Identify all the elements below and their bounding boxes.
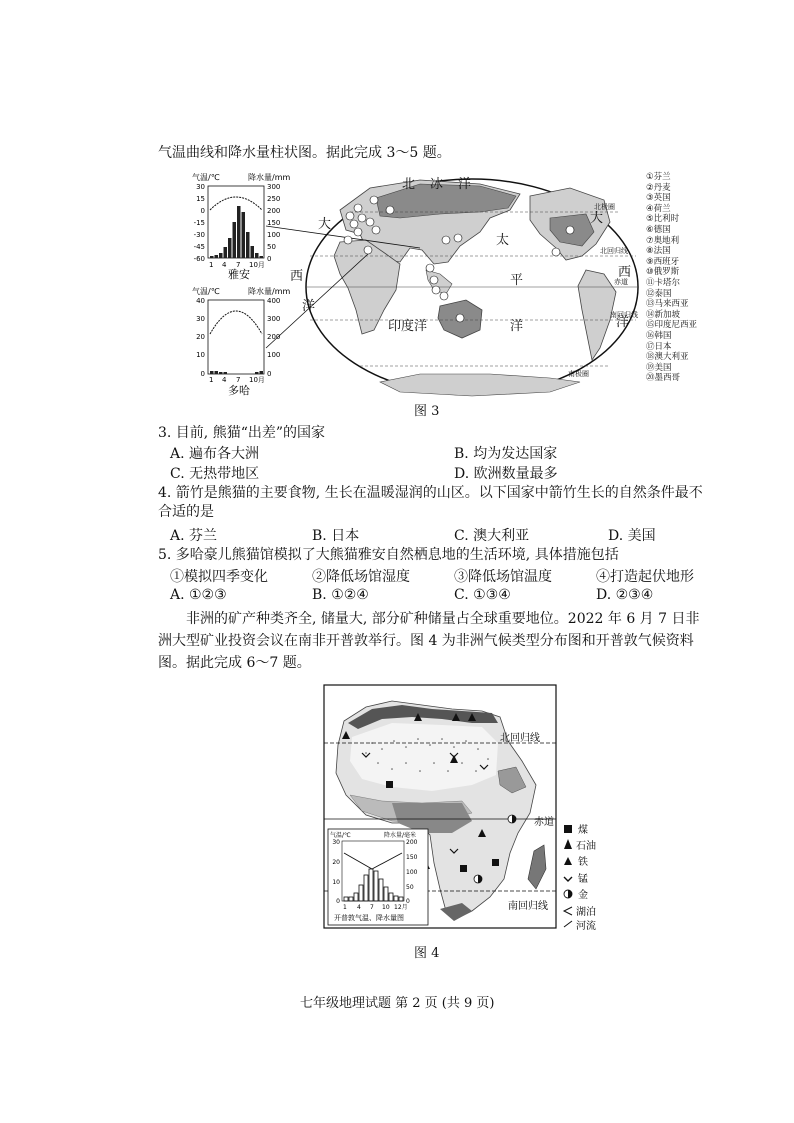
legend-item: ⑫泰国 [646, 288, 672, 299]
lbl-tropic-s: 南回归线 [610, 311, 638, 319]
lbl-equator: 赤道 [614, 278, 628, 286]
desert-dot [365, 752, 367, 754]
desert-dot [381, 748, 383, 750]
legend-item: ⑯韩国 [646, 330, 672, 341]
marker-8 [354, 228, 362, 236]
figure4-caption: 图 4 [414, 946, 440, 961]
doha-tt-1: 30 [196, 315, 205, 323]
desert-dot [475, 770, 477, 772]
yaan-bar [242, 212, 246, 258]
inset-pt-0: 200 [406, 839, 418, 846]
inset-temp-label: 气温/℃ [330, 832, 351, 839]
q4-option-d: D. 美国 [608, 528, 656, 544]
yaan-bar [260, 256, 264, 258]
marker-6 [366, 218, 374, 226]
coal-icon [386, 781, 393, 788]
legend-item: ⑭新加坡 [646, 309, 681, 320]
doha-m-1: 4 [222, 376, 227, 384]
atl-w-1: 大 [318, 217, 332, 232]
marker-18 [456, 314, 464, 322]
q4-stem-line1: 4. 箭竹是熊猫的主要食物, 生长在温暖湿润的山区。以下国家中箭竹生长的自然条件最不 [158, 485, 703, 501]
yaan-precip-label: 降水量/mm [248, 173, 291, 182]
legend-item: ⑱澳大利亚 [646, 352, 689, 363]
yaan-pt-1: 250 [267, 195, 281, 203]
q5-measure-1: ①模拟四季变化 [170, 569, 268, 585]
doha-temp-curve [210, 311, 262, 334]
atl-e-3: 洋 [616, 315, 630, 330]
legend-coal: 煤 [578, 825, 588, 836]
yaan-bar [210, 256, 214, 258]
inset-m-4: 12月 [394, 904, 408, 911]
pac-3: 洋 [510, 319, 524, 334]
marker-1 [370, 196, 378, 204]
yaan-pt-4: 100 [267, 231, 281, 239]
inset-tt-1: 20 [332, 859, 340, 866]
doha-temp-label: 气温/℃ [192, 287, 220, 296]
doha-city: 多哈 [228, 384, 250, 397]
legend-lake: 湖泊 [576, 907, 596, 918]
inset-pt-4: 0 [406, 898, 410, 905]
marker-9 [344, 236, 352, 244]
legend-item: ⑬马来西亚 [646, 299, 689, 310]
legend-gold: 金 [578, 890, 588, 901]
marker-3 [346, 212, 354, 220]
q5-option-d: D. ②③④ [596, 587, 654, 603]
arctic-2: 冰 [430, 177, 444, 192]
doha-bar [219, 372, 223, 374]
marker-2 [354, 204, 362, 212]
cape-town-climate-chart [328, 829, 428, 925]
q5-measure-3: ③降低场馆温度 [454, 569, 552, 585]
coal-icon [460, 865, 467, 872]
yaan-tt-2: 0 [200, 207, 205, 215]
lbl-antarctic-circle: 南极圈 [568, 370, 589, 378]
legend-item: ⑰日本 [646, 341, 672, 352]
intro-text: 气温曲线和降水量柱状图。据此完成 3～5 题。 [158, 145, 451, 161]
yaan-m-0: 1 [209, 261, 214, 269]
indian-ocean: 印度洋 [388, 319, 428, 334]
yaan-bar [224, 247, 228, 258]
yaan-bar [255, 253, 259, 258]
yaan-tt-5: -45 [193, 243, 205, 251]
legend-item: ⑨西班牙 [646, 256, 680, 267]
marker-19 [566, 226, 574, 234]
legend-item: ⑦奥地利 [646, 235, 680, 246]
q4-option-a: A. 芬兰 [170, 528, 218, 544]
desert-dot [465, 740, 467, 742]
marker-13 [430, 276, 438, 284]
legend-iron: 铁 [578, 857, 588, 868]
legend-item: ⑳墨西哥 [646, 373, 681, 384]
inset-pt-2: 100 [406, 869, 418, 876]
doha-m-0: 1 [209, 376, 214, 384]
yaan-pt-2: 200 [267, 207, 281, 215]
inset-m-1: 4 [357, 904, 361, 911]
yaan-pt-0: 300 [267, 183, 281, 191]
tropic-s-label: 南回归线 [508, 901, 548, 912]
q4-option-b: B. 日本 [312, 528, 360, 544]
river-icon [564, 921, 572, 927]
inset-m-2: 7 [370, 904, 374, 911]
inset-pt-3: 50 [406, 884, 414, 891]
doha-bar [215, 371, 219, 374]
yaan-tt-1: 15 [196, 195, 205, 203]
inset-tt-3: 0 [336, 898, 340, 905]
yaan-m-1: 4 [222, 261, 227, 269]
marker-7 [372, 226, 380, 234]
inset-tt-2: 10 [332, 879, 340, 886]
legend-item: ③英国 [646, 193, 671, 204]
desert-dot [391, 768, 393, 770]
equator-label: 赤道 [534, 817, 554, 828]
coal-icon [564, 825, 572, 833]
arctic-1: 北 [402, 177, 416, 192]
yaan-bar [228, 238, 232, 258]
world-map [266, 177, 638, 396]
desert-dot [405, 762, 407, 764]
doha-bar [224, 372, 228, 374]
atl-e-1: 大 [590, 211, 604, 226]
doha-tt-0: 40 [196, 297, 205, 305]
q5-option-c: C. ①③④ [454, 587, 511, 603]
desert-dot [405, 746, 407, 748]
figure4-legend [564, 823, 596, 932]
tropic-n-label: 北回归线 [500, 733, 540, 744]
yaan-bar [215, 255, 219, 258]
yaan-pt-6: 0 [267, 255, 272, 263]
legend-item: ①芬兰 [646, 172, 671, 182]
q5-measure-2: ②降低场馆湿度 [312, 569, 410, 585]
doha-tt-4: 0 [200, 370, 205, 378]
legend-manganese: 锰 [578, 874, 588, 885]
inset-pt-1: 150 [406, 854, 418, 861]
q3-stem: 3. 目前, 熊猫“出差”的国家 [158, 425, 326, 441]
legend-item: ⑩俄罗斯 [646, 267, 680, 278]
page-footer: 七年级地理试题 第 2 页 (共 9 页) [300, 996, 495, 1011]
doha-bar [260, 371, 264, 374]
climate-chart-doha [192, 286, 290, 397]
coal-icon [492, 859, 499, 866]
legend-oil: 石油 [576, 841, 596, 852]
pac-2: 平 [510, 273, 524, 288]
marker-11 [364, 246, 372, 254]
inset-m-0: 1 [343, 904, 347, 911]
doha-tt-2: 20 [196, 333, 205, 341]
desert-dot [393, 740, 395, 742]
legend-item: ⑪卡塔尔 [646, 277, 681, 288]
inset-m-3: 10 [382, 904, 390, 911]
marker-5 [350, 220, 358, 228]
q5-measure-4: ④打造起伏地形 [596, 569, 694, 585]
atl-w-2: 西 [290, 269, 304, 284]
yaan-bar [237, 206, 241, 258]
marker-12 [426, 264, 434, 272]
q3-option-d: D. 欧洲数量最多 [454, 466, 558, 482]
doha-pt-2: 200 [267, 333, 281, 341]
desert-region [350, 723, 498, 791]
yaan-temp-curve [210, 197, 262, 210]
q3-option-a: A. 遍布各大洲 [170, 446, 260, 462]
yaan-city: 雅安 [228, 268, 250, 281]
yaan-bar [219, 253, 223, 258]
yaan-tt-3: -15 [193, 219, 205, 227]
doha-bar [210, 371, 214, 374]
doha-pt-0: 400 [267, 297, 281, 305]
desert-dot [487, 758, 489, 760]
yaan-bar [246, 232, 250, 258]
legend-item: ⑮印度尼西亚 [646, 320, 698, 331]
marker-17 [454, 234, 462, 242]
yaan-tt-0: 30 [196, 183, 205, 191]
oil-icon [564, 839, 572, 849]
yaan-pt-3: 150 [267, 219, 281, 227]
yaan-m-2: 7 [236, 261, 241, 269]
africa-intro-line1: 非洲的矿产种类齐全, 储量大, 部分矿种储量占全球重要地位。2022 年 6 月 7 日非 [186, 611, 700, 627]
doha-bar [255, 372, 259, 374]
yaan-tt-6: -60 [193, 255, 205, 263]
q4-option-c: C. 澳大利亚 [454, 528, 530, 544]
figure-3 [190, 170, 660, 400]
manganese-icon [564, 877, 572, 881]
africa-intro-line2: 洲大型矿业投资会议在南非开普敦举行。图 4 为非洲气候类型分布图和开普敦气候资料 [158, 633, 694, 649]
doha-precip-label: 降水量/mm [248, 287, 291, 296]
yaan-bar [233, 222, 237, 258]
q3-option-c: C. 无热带地区 [170, 466, 260, 482]
inset-caption: 开普敦气温、降水量图 [334, 914, 404, 922]
marker-10 [386, 206, 394, 214]
desert-dot [377, 762, 379, 764]
marker-4 [358, 214, 366, 222]
q5-option-a: A. ①②③ [170, 587, 227, 603]
iron-icon [564, 857, 572, 865]
legend-river: 河流 [576, 921, 596, 932]
desert-dot [477, 748, 479, 750]
desert-dot [429, 744, 431, 746]
desert-dot [447, 770, 449, 772]
marker-15 [440, 292, 448, 300]
marker-14 [432, 286, 440, 294]
q5-option-b: B. ①②④ [312, 587, 369, 603]
climate-chart-yaan [192, 172, 290, 281]
lake-icon [564, 907, 572, 915]
marker-16 [442, 236, 450, 244]
desert-dot [461, 762, 463, 764]
legend-item: ⑲美国 [646, 362, 672, 373]
inset-precip-label: 降水量/毫米 [384, 832, 417, 839]
lbl-arctic-circle: 北极圈 [594, 203, 615, 211]
desert-dot [441, 738, 443, 740]
desert-dot [419, 770, 421, 772]
doha-m-2: 7 [236, 376, 241, 384]
desert-dot [417, 738, 419, 740]
doha-pt-1: 300 [267, 315, 281, 323]
desert-dot [433, 762, 435, 764]
marker-20 [552, 248, 560, 256]
desert-dot [453, 746, 455, 748]
yaan-m-3: 10月 [249, 261, 265, 269]
figure3-caption: 图 3 [414, 404, 440, 419]
yaan-tt-4: -30 [193, 231, 205, 239]
doha-m-3: 10月 [249, 376, 265, 384]
africa-intro-line3: 图。据此完成 6～7 题。 [158, 655, 311, 671]
yaan-temp-label: 气温/℃ [192, 173, 220, 182]
arctic-3: 洋 [458, 177, 472, 192]
legend-item: ⑥德国 [646, 224, 671, 235]
legend-item: ④荷兰 [646, 203, 671, 214]
pac-1: 太 [496, 233, 510, 248]
atl-e-2: 西 [618, 265, 632, 280]
figure3-legend [646, 172, 716, 384]
inset-tt-0: 30 [332, 839, 340, 846]
doha-pt-3: 100 [267, 351, 281, 359]
yaan-bar [251, 246, 255, 258]
legend-item: ⑤比利时 [646, 214, 680, 225]
legend-item: ②丹麦 [646, 182, 671, 193]
q4-stem-line2: 合适的是 [158, 504, 214, 520]
yaan-pt-5: 50 [267, 243, 276, 251]
atl-w-3: 洋 [302, 299, 316, 314]
q3-option-b: B. 均为发达国家 [454, 446, 558, 462]
legend-item: ⑧法国 [646, 246, 671, 257]
doha-tt-3: 10 [196, 351, 205, 359]
lbl-tropic-n: 北回归线 [600, 247, 628, 255]
figure-4 [322, 683, 602, 933]
doha-pt-4: 0 [267, 370, 272, 378]
q5-stem: 5. 多哈豪儿熊猫馆模拟了大熊猫雅安自然栖息地的生活环境, 具体措施包括 [158, 547, 619, 563]
